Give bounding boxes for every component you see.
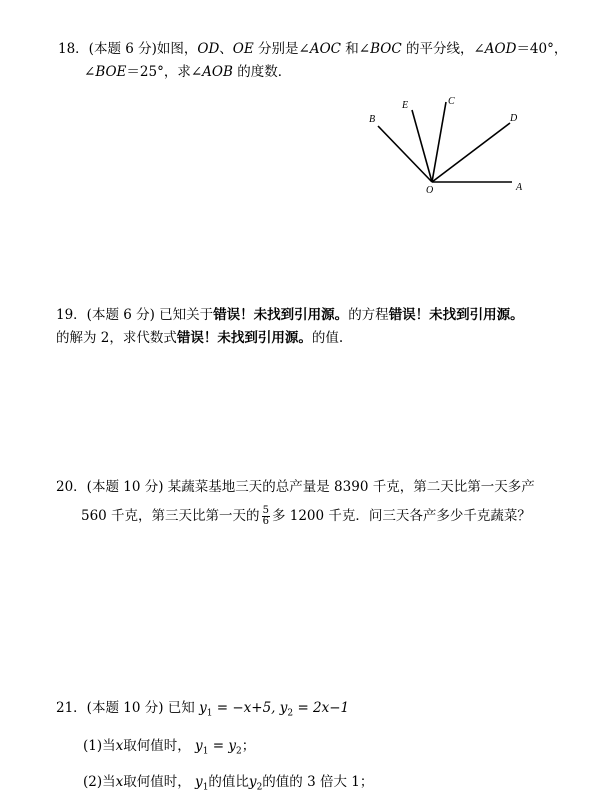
ray-oc	[432, 102, 446, 182]
q18-boe: BOE	[95, 64, 127, 80]
q21-y1: y	[199, 700, 207, 716]
q19-error-2: 错误！未找到引用源。	[388, 307, 524, 323]
q21-y2: y	[279, 700, 288, 716]
q18-t1: 分别是∠	[253, 41, 310, 57]
q21-p2-y2: y	[248, 774, 257, 790]
q18-aob: AOB	[202, 64, 233, 80]
q19-d: 的值.	[311, 330, 344, 346]
ray-od	[432, 123, 510, 182]
q19-c: 的解为 2，求代数式	[56, 330, 177, 346]
q18-t5: ∠	[84, 64, 96, 80]
q21-y2-sub: 2	[287, 708, 294, 719]
q21-p1a: (1)当	[83, 738, 116, 754]
q20-line-2	[81, 502, 531, 530]
q20-a: 20．(本题 10 分) 某蔬菜基地三天的总产量是 8390 千克，第二天比第一天多产	[56, 479, 535, 495]
q21-p1-y1-sub: 1	[202, 746, 209, 757]
q21-p1-y2-sub: 2	[235, 746, 242, 757]
q21-p2-y1-sub: 1	[202, 782, 209, 793]
q21-a: 21．(本题 10 分) 已知	[56, 700, 195, 716]
q18-t4: ＝40°，	[516, 41, 568, 57]
q21-line-1	[56, 699, 349, 723]
q21-y1-sub: 1	[206, 708, 213, 719]
q21-part-1	[83, 737, 255, 761]
q18-line-2	[84, 63, 291, 81]
q21-part-2	[83, 773, 373, 797]
fraction-numerator: 5	[262, 505, 269, 516]
q18-t6: ＝25°，求∠	[126, 64, 203, 80]
q21-p1-x: x	[115, 738, 124, 754]
q21-p2b: 取何值时，	[123, 774, 191, 790]
q19-b: 的方程	[348, 307, 389, 323]
q21-p2-x: x	[115, 774, 124, 790]
q21-p1-eq: =	[212, 738, 225, 754]
q20-b: 560 千克，第三天比第一天的	[81, 508, 260, 524]
q21-p1-y2: y	[228, 738, 236, 754]
q19-error-3: 错误！未找到引用源。	[176, 330, 312, 346]
fraction-denominator: 6	[262, 516, 269, 527]
q21-eq1: = −x+5,	[216, 700, 276, 716]
q18-sep1: 、	[219, 41, 233, 57]
q21-p2c: 的值比	[208, 774, 249, 790]
q18-boc: BOC	[370, 41, 402, 57]
q19-line-1	[56, 306, 524, 324]
label-c: C	[448, 96, 455, 107]
fraction-5-6	[262, 506, 270, 527]
q20-c: 多 1200 千克．问三天各产多少千克蔬菜？	[271, 508, 531, 524]
q18-t2: 和∠	[341, 41, 371, 57]
label-o: O	[426, 185, 434, 196]
angle-figure	[360, 90, 540, 200]
label-a: A	[516, 182, 523, 193]
q21-p2a: (2)当	[83, 774, 116, 790]
q18-t7: 的度数．	[232, 64, 292, 80]
q18-aod: AOD	[484, 41, 517, 57]
q21-p1-y1: y	[195, 738, 203, 754]
q18-od: OD	[197, 41, 220, 57]
q18-aoc: AOC	[309, 41, 341, 57]
q19-line-2	[56, 329, 343, 347]
q21-p1b: 取何值时，	[123, 738, 191, 754]
q21-p2-y1: y	[195, 774, 203, 790]
q20-line-1	[56, 478, 535, 496]
q18-oe: OE	[232, 41, 254, 57]
q18-t3: 的平分线，∠	[401, 41, 485, 57]
q18-line-1	[58, 40, 567, 58]
q19-error-1: 错误！未找到引用源。	[213, 307, 349, 323]
label-b: B	[369, 114, 376, 125]
q18-prefix: 18．(本题 6 分)如图，	[58, 41, 198, 57]
label-d: D	[510, 113, 518, 124]
q19-a: 19．(本题 6 分) 已知关于	[56, 307, 214, 323]
q21-eq2: = 2x−1	[297, 700, 350, 716]
label-e: E	[402, 100, 409, 111]
q21-p2d: 的值的 3 倍大 1；	[262, 774, 374, 790]
q21-p2-y2-sub: 2	[256, 782, 263, 793]
q21-p1-end: ；	[241, 738, 256, 754]
